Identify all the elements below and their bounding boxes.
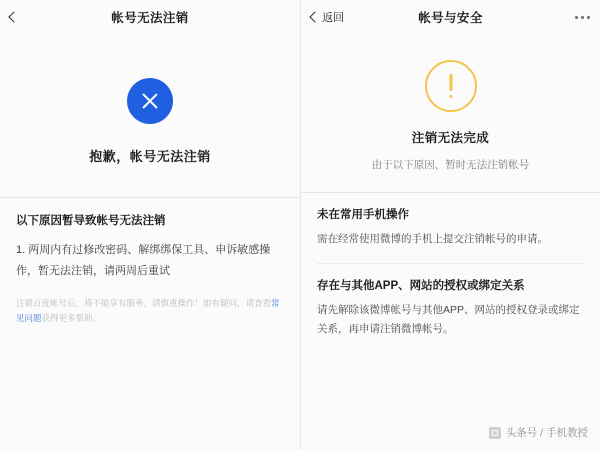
more-horizontal-icon[interactable] — [575, 16, 590, 19]
more-dot — [587, 16, 590, 19]
right-hero-title: 注销无法完成 — [411, 131, 490, 145]
close-circle-icon — [127, 78, 173, 124]
left-footnote — [16, 296, 284, 327]
left-hero — [0, 34, 300, 165]
right-page-title: 帐号与安全 — [418, 11, 483, 25]
left-reason-title: 以下原因暂导致帐号无法注销 — [16, 215, 166, 227]
left-back-button[interactable] — [10, 13, 18, 21]
watermark — [489, 425, 588, 440]
right-reason-block-1 — [301, 193, 600, 249]
right-back-label: 返回 — [322, 12, 344, 24]
left-navbar — [0, 0, 300, 34]
right-navbar — [301, 0, 600, 34]
footnote-text-after: 获得更多帮助。 — [41, 313, 102, 324]
right-hero-subtitle: 由于以下原因，暂时无法注销帐号 — [371, 159, 530, 171]
more-dot — [575, 16, 578, 19]
right-reason-body: 需在经常使用微博的手机上提交注销帐号的申请。 — [317, 233, 548, 245]
toutiao-logo-icon — [489, 427, 501, 439]
left-hero-text: 抱歉，帐号无法注销 — [89, 149, 211, 164]
left-reason-section — [0, 198, 300, 281]
right-reason-title: 未在常用手机操作 — [317, 209, 409, 221]
right-hero — [301, 34, 600, 172]
right-reason-body: 请先解除该微博帐号与其他APP、网站的授权登录或绑定关系，再申请注销微博帐号。 — [317, 303, 580, 335]
faq-link[interactable]: 常见问题 — [16, 298, 280, 324]
exclamation-dot — [449, 95, 452, 98]
right-reason-block-2 — [301, 264, 600, 339]
warning-circle-icon — [425, 60, 477, 112]
chevron-left-icon — [8, 11, 19, 22]
left-page-title: 帐号无法注销 — [111, 11, 189, 25]
watermark-text: 头条号 / 手机教授 — [505, 427, 588, 439]
more-dot — [581, 16, 584, 19]
right-back-button[interactable] — [311, 9, 344, 25]
footnote-text-before: 注销百度帐号后，将不能享有服务，请慎重操作！如有疑问，请查看 — [16, 298, 272, 308]
right-reason-title: 存在与其他APP、网站的授权或绑定关系 — [317, 279, 525, 292]
right-phone-screen — [300, 0, 600, 450]
exclamation-bar — [449, 74, 452, 91]
chevron-left-icon — [309, 11, 320, 22]
left-reason-body: 1. 两周内有过修改密码、解绑绑保工具、申诉敏感操作，暂无法注销，请两周后重试 — [16, 244, 271, 277]
